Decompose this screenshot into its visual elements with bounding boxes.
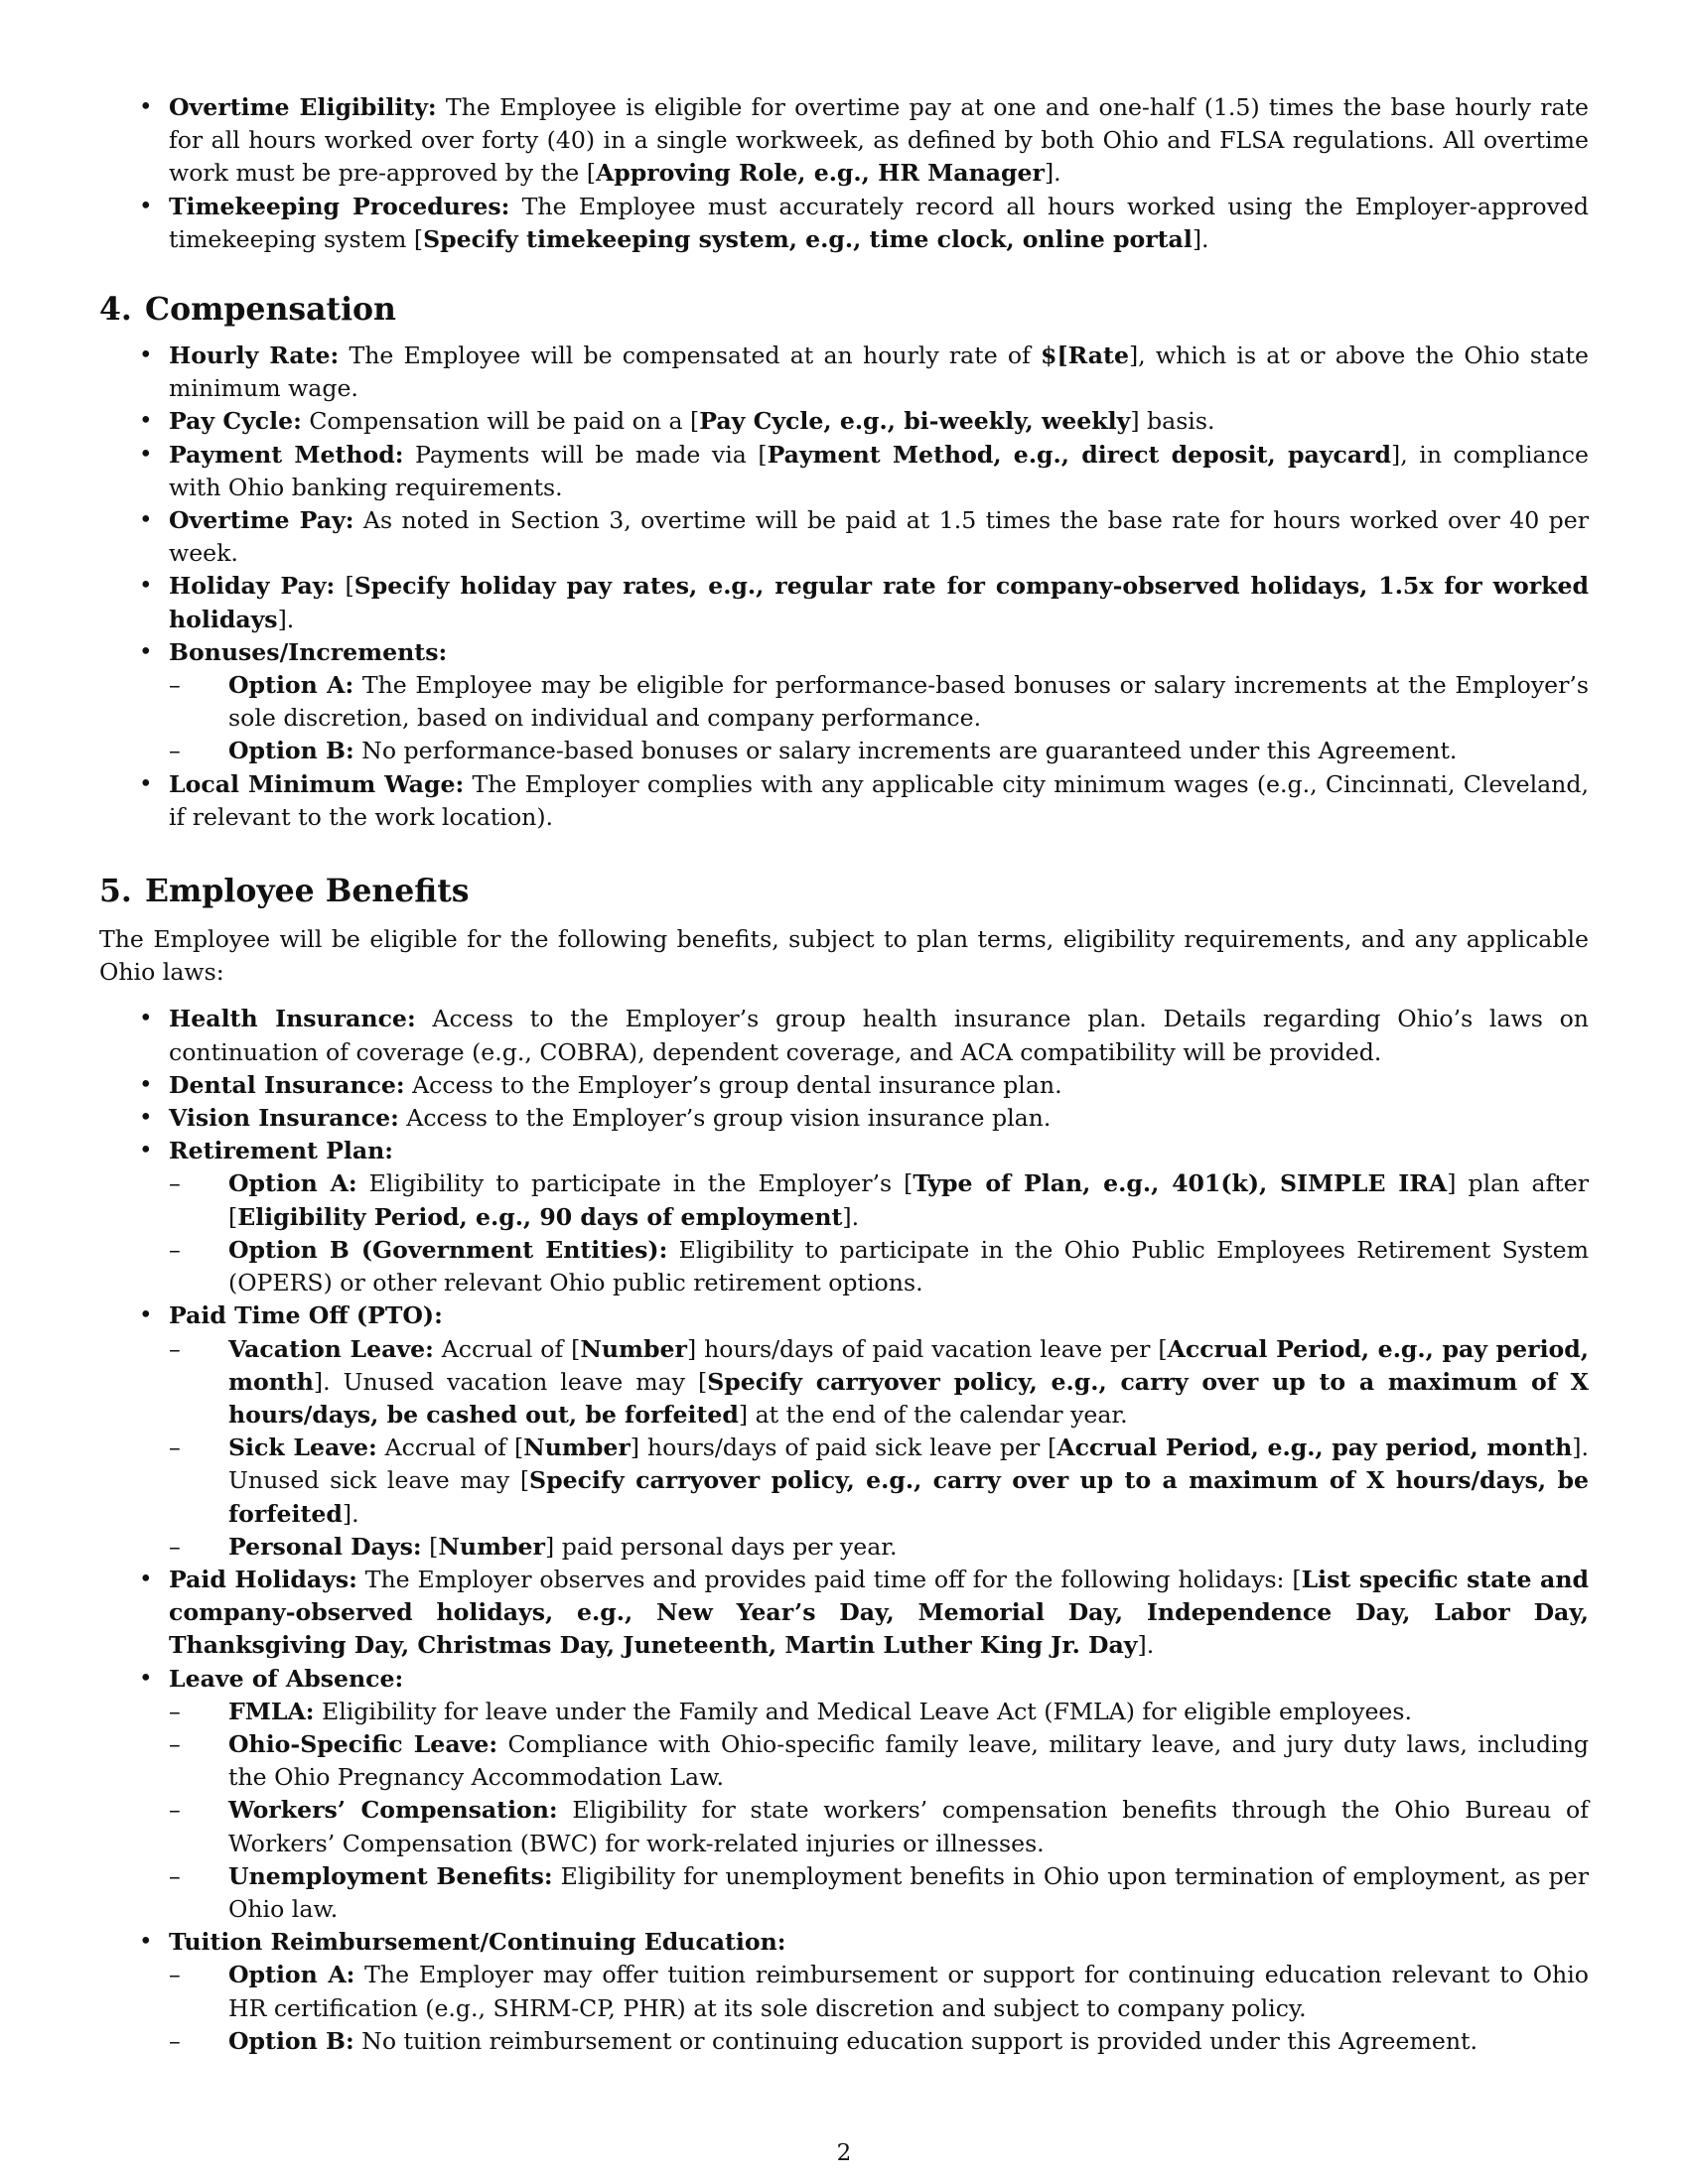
- overtime-pay-item: • Overtime Pay: As noted in Section 3, overtime will be paid at 1.5 times the base rate for hours worked over 40 per week.: [99, 504, 1589, 570]
- placeholder: Number: [580, 1334, 687, 1363]
- pto-item: • Paid Time Off (PTO): – Vacation Leave: Accrual of [Number] hours/days of paid vacation leave per [Accrual Period, e.g., pay period, month]. Unused vacation leave may [Specify carryover policy, e.g., carry over up to a maximum of X hours/days, be cashed out, be forfeited] at the end of the calendar year. – Sick Leave: Accrual of [Number] hours/days of paid sick leave per [Accrual Period, e.g., pay period, month]. Unused sick leave may [Specify carryover policy, e.g., carry over up to a maximum of X hours/days, be forfeited]. – Personal Days: [Number] paid personal days per year.: [99, 1299, 1589, 1564]
- placeholder: Specify timekeeping system, e.g., time clock, online portal: [423, 224, 1193, 253]
- overtime-eligibility-item: • Overtime Eligibility: The Employee is eligible for overtime pay at one and one-half (1.5) times the base hourly rate for all hours worked over forty (40) in a single workweek, as defined by both Ohio and FLSA regulations. All overtime work must be pre-approved by the [Approving Role, e.g., HR Manager].: [99, 91, 1589, 191]
- placeholder: Type of Plan, e.g., 401(k), SIMPLE IRA: [913, 1169, 1448, 1198]
- placeholder: Eligibility Period, e.g., 90 days of employment: [237, 1202, 843, 1231]
- placeholder: Specify carryover policy, e.g., carry over up to a maximum of X hours/days, be forfeited: [228, 1466, 1589, 1528]
- placeholder: Accrual Period, e.g., pay period, month: [228, 1334, 1589, 1396]
- section-heading-benefits: 5. Employee Benefits: [99, 873, 470, 910]
- workers-compensation: – Workers’ Compensation: Eligibility for state workers’ compensation benefits through the Ohio Bureau of Workers’ Compensation (BWC) for work-related injuries or illnesses.: [169, 1794, 1589, 1859]
- page-number: 2: [836, 2140, 852, 2166]
- placeholder: Pay Cycle, e.g., bi-weekly, weekly: [699, 407, 1131, 436]
- retirement-option-a: – Option A: Eligibility to participate in the Employer’s [Type of Plan, e.g., 401(k), SIMPLE IRA] plan after [Eligibility Period, e.g., 90 days of employment].: [169, 1167, 1589, 1233]
- local-min-wage-item: • Local Minimum Wage: The Employer complies with any applicable city minimum wages (e.g., Cincinnati, Cleveland, if relevant to the work location).: [99, 768, 1589, 834]
- retirement-option-b: – Option B (Government Entities): Eligibility to participate in the Ohio Public Employees Retirement System (OPERS) or other relevant Ohio public retirement options.: [169, 1234, 1589, 1299]
- hourly-rate-item: • Hourly Rate: The Employee will be compensated at an hourly rate of $[Rate], which is at or above the Ohio state minimum wage.: [99, 340, 1589, 405]
- bonuses-item: • Bonuses/Increments: – Option A: The Employee may be eligible for performance-based bonuses or salary increments at the Employer’s sole discretion, based on individual and company performance. – Option B: No performance-based bonuses or salary increments are guaranteed under this Agreement.: [99, 636, 1589, 768]
- document-page: [99, 91, 1589, 2058]
- unemployment-benefits: – Unemployment Benefits: Eligibility for unemployment benefits in Ohio upon termination of employment, as per Ohio law.: [169, 1860, 1589, 1926]
- pay-cycle-item: • Pay Cycle: Compensation will be paid on a [Pay Cycle, e.g., bi-weekly, weekly] basis.: [99, 405, 1589, 438]
- bonus-option-b: – Option B: No performance-based bonuses or salary increments are guaranteed under this Agreement.: [169, 735, 1589, 767]
- paid-holidays-item: • Paid Holidays: The Employer observes and provides paid time off for the following holidays: [List specific state and company-observed holidays, e.g., New Year’s Day, Memorial Day, Independence Day, Labor Day, Thanksgiving Day, Christmas Day, Juneteenth, Martin Luther King Jr. Day].: [99, 1564, 1589, 1663]
- bonus-option-a: – Option A: The Employee may be eligible for performance-based bonuses or salary increments at the Employer’s sole discretion, based on individual and company performance.: [169, 669, 1589, 735]
- pto-options: [169, 1333, 1589, 1564]
- placeholder: Number: [523, 1433, 631, 1462]
- vacation-leave: – Vacation Leave: Accrual of [Number] hours/days of paid vacation leave per [Accrual Period, e.g., pay period, month]. Unused vacation leave may [Specify carryover policy, e.g., carry over up to a maximum of X hours/days, be cashed out, be forfeited] at the end of the calendar year.: [169, 1333, 1589, 1433]
- placeholder: List specific state and company-observed holidays, e.g., New Year’s Day, Memorial Day, Independence Day, Labor Day, Thanksgiving Day, Christmas Day, Juneteenth, Martin Luther King Jr. Day: [169, 1565, 1589, 1660]
- vision-insurance-item: • Vision Insurance: Access to the Employer’s group vision insurance plan.: [99, 1102, 1589, 1135]
- payment-method-item: • Payment Method: Payments will be made via [Payment Method, e.g., direct deposit, paycard], in compliance with Ohio banking requirements.: [99, 439, 1589, 504]
- compensation-list: [99, 340, 1589, 834]
- tuition-option-b: – Option B: No tuition reimbursement or continuing education support is provided under this Agreement.: [169, 2025, 1589, 2058]
- benefits-intro: The Employee will be eligible for the following benefits, subject to plan terms, eligibility requirements, and any applicable Ohio laws:: [99, 925, 1589, 987]
- sick-leave: – Sick Leave: Accrual of [Number] hours/days of paid sick leave per [Accrual Period, e.g., pay period, month]. Unused sick leave may [Specify carryover policy, e.g., carry over up to a maximum of X hours/days, be forfeited].: [169, 1432, 1589, 1531]
- ohio-specific-leave: – Ohio-Specific Leave: Compliance with Ohio-specific family leave, military leave, and jury duty laws, including the Ohio Pregnancy Accommodation Law.: [169, 1728, 1589, 1794]
- section-heading-compensation: 4. Compensation: [99, 291, 396, 329]
- placeholder: Specify carryover policy, e.g., carry over up to a maximum of X hours/days, be cashed out, be forfeited: [228, 1367, 1589, 1429]
- fmla-leave: – FMLA: Eligibility for leave under the Family and Medical Leave Act (FMLA) for eligible employees.: [169, 1696, 1589, 1728]
- placeholder: Number: [438, 1532, 545, 1561]
- placeholder: Accrual Period, e.g., pay period, month: [1056, 1433, 1573, 1462]
- tuition-options: [169, 1959, 1589, 2058]
- dental-insurance-item: • Dental Insurance: Access to the Employer’s group dental insurance plan.: [99, 1069, 1589, 1102]
- placeholder: Approving Role, e.g., HR Manager: [595, 159, 1045, 188]
- tuition-item: • Tuition Reimbursement/Continuing Education: – Option A: The Employer may offer tuition reimbursement or support for continuing education relevant to Ohio HR certification (e.g., SHRM-CP, PHR) at its sole discretion and subject to company policy. – Option B: No tuition reimbursement or continuing education support is provided under this Agreement.: [99, 1926, 1589, 2058]
- leave-of-absence-item: • Leave of Absence: – FMLA: Eligibility for leave under the Family and Medical Leave Act (FMLA) for eligible employees. – Ohio-Specific Leave: Compliance with Ohio-specific family leave, military leave, and jury duty laws, including the Ohio Pregnancy Accommodation Law. – Workers’ Compensation: Eligibility for state workers’ compensation benefits through the Ohio Bureau of Workers’ Compensation (BWC) for work-related injuries or illnesses. – Unemployment Benefits: Eligibility for unemployment benefits in Ohio upon termination of employment, as per Ohio law.: [99, 1663, 1589, 1927]
- retirement-plan-item: • Retirement Plan: – Option A: Eligibility to participate in the Employer’s [Type of Plan, e.g., 401(k), SIMPLE IRA] plan after [Eligibility Period, e.g., 90 days of employment]. – Option B (Government Entities): Eligibility to participate in the Ohio Public Employees Retirement System (OPERS) or other relevant Ohio public retirement options.: [99, 1135, 1589, 1299]
- holiday-pay-item: • Holiday Pay: [Specify holiday pay rates, e.g., regular rate for company-observed holidays, 1.5x for worked holidays].: [99, 570, 1589, 635]
- placeholder: $[Rate: [1041, 341, 1129, 370]
- leave-options: [169, 1696, 1589, 1926]
- retirement-options: [169, 1167, 1589, 1299]
- placeholder: Payment Method, e.g., direct deposit, paycard: [767, 440, 1392, 469]
- health-insurance-item: • Health Insurance: Access to the Employer’s group health insurance plan. Details regarding Ohio’s laws on continuation of coverage (e.g., COBRA), dependent coverage, and ACA compatibility will be provided.: [99, 1003, 1589, 1068]
- tuition-option-a: – Option A: The Employer may offer tuition reimbursement or support for continuing education relevant to Ohio HR certification (e.g., SHRM-CP, PHR) at its sole discretion and subject to company policy.: [169, 1959, 1589, 2024]
- personal-days: – Personal Days: [Number] paid personal days per year.: [169, 1531, 1589, 1564]
- benefits-list: [99, 1003, 1589, 2058]
- placeholder: Specify holiday pay rates, e.g., regular rate for company-observed holidays, 1.5x for worked holidays: [169, 572, 1589, 633]
- bonuses-options: [169, 669, 1589, 768]
- timekeeping-item: • Timekeeping Procedures: The Employee must accurately record all hours worked using the Employer-approved timekeeping system [Specify timekeeping system, e.g., time clock, online portal].: [99, 191, 1589, 256]
- section3-list: [99, 91, 1589, 256]
